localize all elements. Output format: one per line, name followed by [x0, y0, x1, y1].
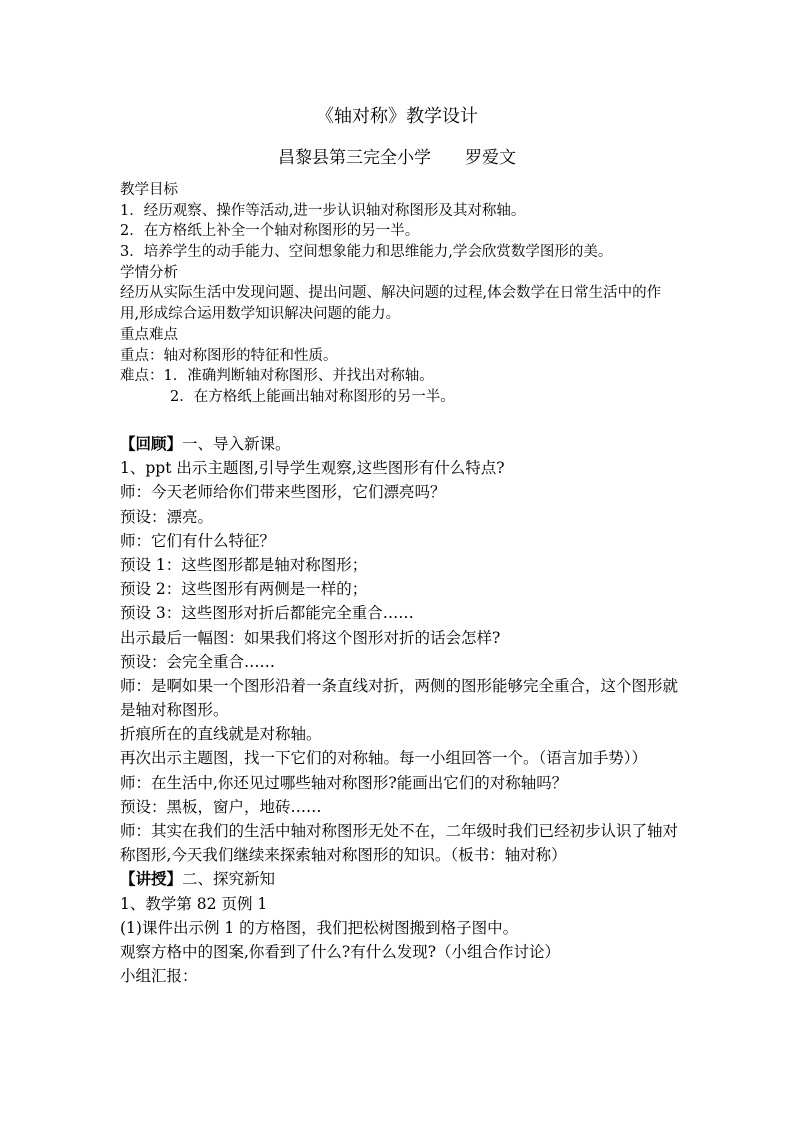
- review-line: 师：它们有什么特征？: [120, 531, 276, 550]
- review-paragraph: 再次出示主题图，找一下它们的对称轴。每一小组回答一个。（语言加手势））: [120, 749, 648, 768]
- review-line: 预设 1：这些图形都是轴对称图形；: [120, 555, 368, 574]
- review-line: 预设 3：这些图形对折后都能完全重合……: [120, 604, 414, 623]
- review-line: 师：在生活中,你还见过哪些轴对称图形?能画出它们的对称轴吗？: [120, 773, 568, 792]
- review-paragraph: 师：是啊如果一个图形沿着一条直线对折，两侧的图形能够完全重合，这个图形就是轴对称图形。: [120, 676, 679, 720]
- review-line: 预设：黑板，窗户，地砖……: [120, 797, 322, 816]
- difficulty-text-1: 难点：1．准确判断轴对称图形、并找出对称轴。: [120, 368, 434, 385]
- review-line: 1、ppt 出示主题图,引导学生观察,这些图形有什么特点?: [120, 459, 505, 478]
- keypoint-text: 重点：轴对称图形的特征和性质。: [120, 347, 338, 364]
- review-paragraph: 师：其实在我们的生活中轴对称图形无处不在，二年级时我们已经初步认识了轴对称图形,今天我们继续来探索轴对称图形的知识。（板书：轴对称）: [120, 822, 679, 865]
- review-line: 预设 2：这些图形有两侧是一样的；: [120, 580, 368, 599]
- review-heading: [120, 432, 680, 456]
- review-line: 师：今天老师给你们带来些图形，它们漂亮吗？: [120, 483, 446, 502]
- teach-line: 观察方格中的图案,你看到了什么?有什么发现?（小组合作讨论）: [120, 943, 561, 962]
- difficulty-text-2: 2．在方格纸上能画出轴对称图形的另一半。: [170, 388, 455, 405]
- objective-item: 2．在方格纸上补全一个轴对称图形的另一半。: [120, 223, 420, 240]
- objectives-heading: 教学目标: [120, 182, 178, 198]
- review-line: 预设：会完全重合……: [120, 652, 276, 671]
- lesson-section: [120, 432, 680, 988]
- author-line: [0, 146, 794, 170]
- school-name: 昌黎县第三完全小学: [278, 148, 431, 168]
- author-name: 罗爱文: [465, 148, 516, 168]
- review-tag: 【回顾】: [120, 434, 183, 453]
- teach-line: (1)课件出示例 1 的方格图，我们把松树图搬到格子图中。: [120, 918, 519, 937]
- objective-item: 1．经历观察、操作等活动,进一步认识轴对称图形及其对称轴。: [120, 202, 526, 219]
- teach-tag: 【讲授】: [120, 869, 183, 889]
- objective-item: 3．培养学生的动手能力、空间想象能力和思维能力,学会欣赏数学图形的美。: [120, 244, 613, 261]
- review-title: 一、导入新课。: [182, 435, 291, 453]
- teach-line: 小组汇报：: [120, 967, 198, 986]
- review-line: 预设：漂亮。: [120, 507, 214, 526]
- teach-heading: [120, 867, 680, 891]
- teach-title: 二、探究新知: [182, 870, 276, 889]
- keypoints-heading: 重点难点: [120, 326, 178, 343]
- teach-line: 1、教学第 82 页例 1: [120, 894, 268, 913]
- summary-section: [120, 180, 680, 408]
- review-line: 出示最后一幅图：如果我们将这个图形对折的话会怎样?: [120, 628, 501, 647]
- review-line: 折痕所在的直线就是对称轴。: [120, 725, 322, 744]
- analysis-heading: 学情分析: [120, 264, 178, 281]
- analysis-text: 经历从实际生活中发现问题、提出问题、解决问题的过程,体会数学在日常生活中的作用,形成综合运用数学知识解决问题的能力。: [120, 285, 662, 323]
- page-title: 《轴对称》教学设计: [316, 106, 478, 127]
